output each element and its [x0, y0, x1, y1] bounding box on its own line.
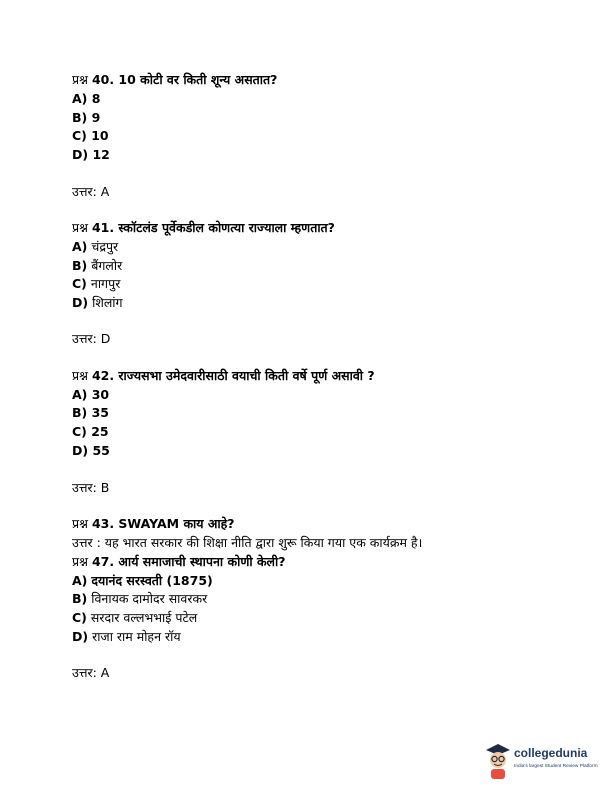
option-d: [72, 629, 181, 645]
option-a: A) 8: [72, 91, 101, 106]
question-text: 47. आर्य समाजाची स्थापना कोणी केली?: [91, 554, 286, 569]
option-d: [72, 295, 123, 311]
option-label: A): [72, 573, 88, 588]
option-label: D): [72, 295, 89, 310]
option-text: सरदार वल्लभभाई पटेल: [90, 610, 198, 625]
question-prefix: प्रश्न: [72, 516, 92, 531]
answer-42: उत्तर: B: [72, 480, 110, 495]
question-text: 43. SWAYAM काय आहे?: [91, 516, 235, 531]
option-label: C): [72, 276, 87, 291]
option-a: A) 30: [72, 387, 110, 402]
option-text: चंद्रपुर: [91, 239, 119, 254]
answer-41: उत्तर: D: [72, 331, 111, 346]
question-prefix: प्रश्न: [72, 72, 92, 87]
option-text: राजा राम मोहन रॉय: [92, 629, 181, 644]
option-text: शिलांग: [92, 295, 123, 310]
option-c: [72, 276, 120, 292]
option-text: विनायक दामोदर सावरकर: [91, 591, 208, 606]
option-label: D): [72, 629, 89, 644]
option-c: C) 25: [72, 424, 109, 439]
option-c: [72, 610, 197, 626]
question-40: [72, 72, 277, 88]
option-text: दयानंद सरस्वती (1875): [91, 573, 213, 588]
option-d: D) 55: [72, 443, 110, 458]
question-text: 41. स्कॉटलंड पूर्वेकडील कोणत्या राज्याला म्हणतात?: [91, 220, 335, 235]
answer-43: उत्तर : यह भारत सरकार की शिक्षा नीति द्वारा शुरू किया गया एक कार्यक्रम है।: [72, 535, 423, 550]
question-text: 40. 10 कोटी वर किती शून्य असतात?: [91, 72, 278, 87]
option-d: D) 12: [72, 147, 110, 162]
question-prefix: प्रश्न: [72, 554, 92, 569]
question-43: [72, 516, 235, 532]
option-text: बैंगलोर: [91, 258, 123, 273]
collegedunia-logo: [484, 742, 608, 786]
option-text: नागपुर: [90, 276, 121, 291]
option-label: B): [72, 591, 88, 606]
option-c: C) 10: [72, 128, 109, 143]
answer-47: उत्तर: A: [72, 665, 110, 680]
option-b: [72, 258, 122, 274]
option-b: B) 9: [72, 110, 101, 125]
logo-tagline: India's largest Student Review Platform: [514, 764, 598, 769]
option-b: [72, 591, 207, 607]
option-a: [72, 239, 118, 255]
question-prefix: प्रश्न: [72, 368, 92, 383]
option-label: B): [72, 258, 88, 273]
option-b: B) 35: [72, 405, 109, 420]
answer-40: उत्तर: A: [72, 184, 110, 199]
question-42: [72, 368, 375, 384]
question-47: [72, 554, 286, 570]
question-41: [72, 220, 335, 236]
question-prefix: प्रश्न: [72, 220, 92, 235]
option-label: A): [72, 239, 88, 254]
question-text: 42. राज्यसभा उमेदवारीसाठी वयाची किती वर्षे पूर्ण असावी ?: [91, 368, 375, 383]
option-label: C): [72, 610, 87, 625]
option-a: [72, 573, 213, 589]
mascot-icon: [484, 742, 512, 782]
logo-wordmark: collegedunia: [514, 746, 588, 760]
